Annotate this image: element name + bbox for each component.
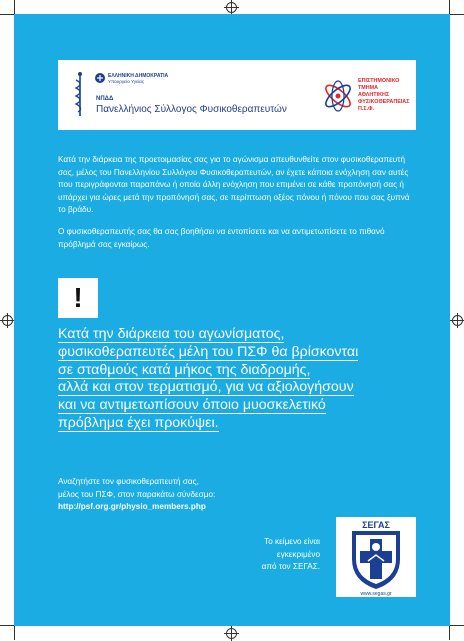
sports-physio-logo xyxy=(320,66,412,126)
search-line1: Αναζητήστε τον φυσικοθεραπευτή σας, xyxy=(58,477,199,486)
highlight-line: φυσικοθεραπευτές μέλη του ΠΣΦ θα βρίσκονται xyxy=(58,343,359,360)
dept-line4: ΦΥΣΙΚΟΘΕΡΑΠΕΙΑΣ xyxy=(358,99,410,105)
search-paragraph xyxy=(58,476,318,514)
segas-url: www.segas.gr xyxy=(360,591,392,597)
highlight-statement xyxy=(58,326,388,433)
header-logo-box xyxy=(58,60,416,130)
crop-mark xyxy=(14,0,15,14)
registration-mark xyxy=(2,315,13,326)
crop-mark xyxy=(450,625,464,626)
registration-mark xyxy=(452,315,463,326)
highlight-line: αλλά και στον τερματισμό, για να αξιολογήσουν xyxy=(58,379,354,396)
crop-mark xyxy=(0,625,14,626)
org-name: Πανελλήνιος Σύλλογος Φυσικοθεραπευτών xyxy=(96,104,287,115)
crop-mark xyxy=(14,626,15,640)
help-paragraph: Ο φυσικοθεραπευτής σας θα σας βοηθήσει να εντοπίσετε και να αντιμετωπίσετε το πιθανό πρόβλημά σας εγκαίρως. xyxy=(58,227,385,249)
crop-mark xyxy=(0,14,14,15)
registration-mark xyxy=(226,2,237,13)
segas-logo xyxy=(336,517,416,597)
psf-logo xyxy=(72,70,292,120)
greek-emblem-icon xyxy=(95,73,105,83)
crop-mark xyxy=(450,14,464,15)
search-line2: μέλος του ΠΣΦ, στον παρακάτω σύνδεσμο: xyxy=(58,489,216,499)
exclamation-icon: ! xyxy=(58,278,98,318)
registration-mark xyxy=(226,628,237,639)
approval-note xyxy=(240,536,320,574)
segas-name: ΣΕΓΑΣ xyxy=(362,520,390,530)
approval-line1: Το κείμενο είναι xyxy=(264,537,320,546)
atom-icon xyxy=(323,81,354,111)
highlight-line: και να αντιμετωπίσουν όποιο μυοσκελετικό xyxy=(58,397,326,414)
members-link[interactable]: http://psf.org.gr/physio_members.php xyxy=(58,502,206,511)
highlight-line: πρόβλημα έχει προκύψει. xyxy=(58,414,219,431)
ministry-line2: Υπουργείο Υγείας xyxy=(108,79,145,84)
highlight-line: Κατά την διάρκεια του αγωνίσματος, xyxy=(58,326,285,342)
crop-mark xyxy=(449,0,450,14)
caduceus-icon xyxy=(76,72,82,116)
highlight-line: σε σταθμούς κατά μήκος της διαδρομής, xyxy=(58,361,311,378)
dept-line3: ΑΘΛΗΤΙΚΗΣ xyxy=(358,92,390,98)
dept-line5: Π.Σ.Φ. xyxy=(358,106,375,112)
ministry-line1: ΕΛΛΗΝΙΚΗ ΔΗΜΟΚΡΑΤΙΑ xyxy=(108,73,169,79)
dept-line2: ΤΜΗΜΑ xyxy=(358,85,379,91)
poster-page xyxy=(14,14,450,626)
crop-mark xyxy=(449,626,450,640)
approval-line2: εγκεκριμένο xyxy=(276,549,320,559)
intro-paragraph: Κατά την διάρκεια της προετοιμασίας σας για το αγώνισμα απευθυνθείτε στον φυσικοθεραπευτή σας, μέλος του Πανελληνίου Συλλόγου Φυσικοθεραπευτών, αν έχετε κάποια ενόχληση σαν αυτές που περιγράφονται παραπάνω ή οποία άλλη ενόχληση που επιμένει σε κάθε προπόνησή σας ή υπάρχει για ώρες μετά την προπόνησή σας, σε περίπτωση οξέος πόνου ή πόνου που σας ξυπνά το βράδυ. xyxy=(58,155,410,214)
org-abbr: ΝΠΔΔ xyxy=(96,96,114,102)
dept-line1: ΕΠΙΣΤΗΜΟΝΙΚΟ xyxy=(358,78,400,84)
approval-line3: από τον ΣΕΓΑΣ. xyxy=(261,562,320,571)
